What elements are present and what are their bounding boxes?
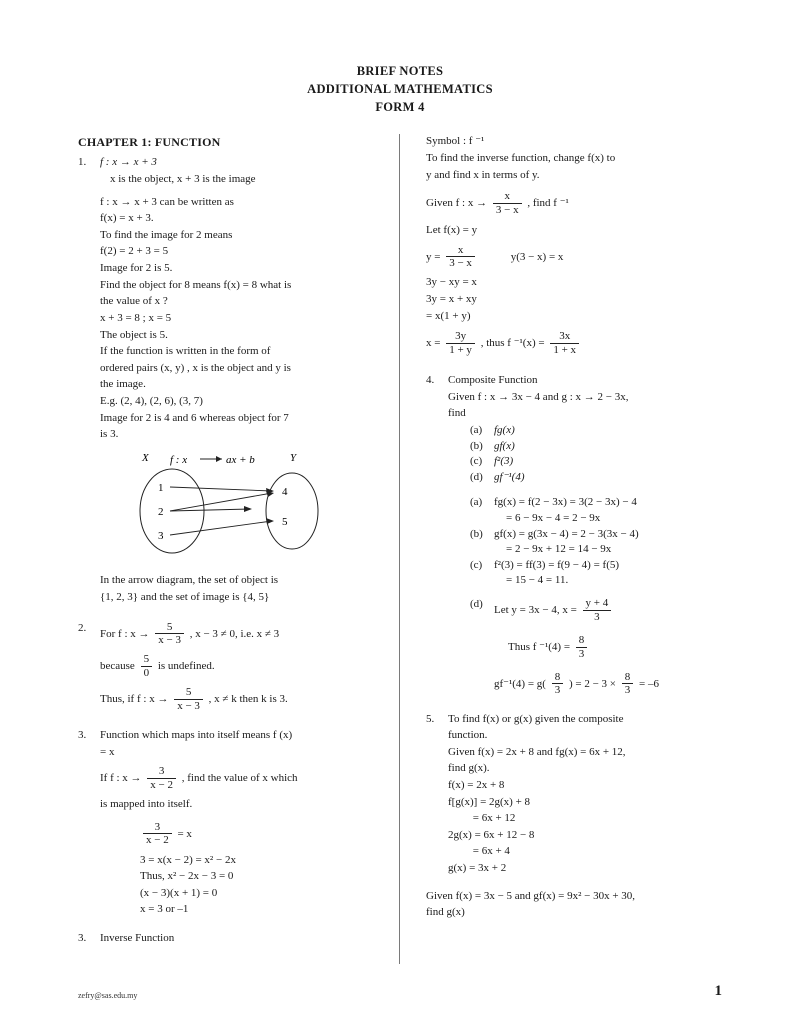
- item-3-number: 3.: [78, 729, 87, 742]
- item-3-line-4: is mapped into itself.: [100, 798, 193, 811]
- item-1-line-13: ordered pairs (x, y) , x is the object and y is: [100, 361, 291, 374]
- header-line-2: ADDITIONAL MATHEMATICS: [307, 82, 493, 97]
- diagram-label-y: Y: [290, 451, 297, 464]
- item-1-line-7: Image for 2 is 5.: [100, 262, 173, 275]
- item-5-line-9: = 6x + 4: [448, 845, 510, 858]
- item-1-line-1: f : x → x + 3: [100, 156, 157, 169]
- item-2-l3-pre: Thus, if f : x →: [100, 693, 169, 706]
- item-3-eq-1: [140, 821, 375, 848]
- item-4-option-c: [470, 454, 722, 470]
- solution-c-line-1: f²(3) = ff(3) = f(9 − 4) = f(5): [494, 558, 620, 571]
- fraction-8-over-3: $\frac{8}{3}$: [576, 634, 588, 661]
- option-a-text: fg(x): [494, 423, 515, 436]
- item-5-line-6: f[g(x)] = 2g(x) + 8: [448, 795, 531, 808]
- right-column: [400, 134, 722, 964]
- option-d-text: gf⁻¹(4): [494, 470, 525, 483]
- item-4-solution-d: [470, 597, 722, 697]
- inverse-line-2: To find the inverse function, change f(x) to: [426, 151, 616, 164]
- item-3-eq-4: (x − 3)(x + 1) = 0: [140, 886, 218, 899]
- item-5: [426, 712, 722, 922]
- solution-d-l3-post: = –6: [639, 677, 659, 690]
- item-4-number: 4.: [426, 374, 435, 387]
- inverse-line-9: = x(1 + y): [426, 309, 471, 322]
- item-1-line-6: f(2) = 2 + 3 = 5: [100, 245, 169, 258]
- item-2-number: 2.: [78, 621, 87, 634]
- inverse-line-10: [426, 330, 722, 357]
- fraction-8-over-3-c: $\frac{8}{3}$: [622, 671, 634, 698]
- item-2-l2-pre: because: [100, 660, 135, 673]
- solution-d-line-1: [494, 597, 614, 623]
- item-2-line-1: [100, 621, 375, 648]
- inverse-l6-right: y(3 − x) = x: [510, 250, 564, 263]
- item-1: [78, 155, 375, 606]
- document-header: [78, 62, 722, 116]
- page-footer: [78, 983, 722, 1000]
- solution-d-label: (d): [470, 598, 483, 611]
- item-1-line-14: the image.: [100, 378, 146, 391]
- option-c-text: f²(3): [494, 455, 514, 468]
- item-4-option-d: [470, 470, 722, 486]
- item-1-line-9: the value of x ?: [100, 295, 168, 308]
- item-5-line-5: f(x) = 2x + 8: [448, 778, 505, 791]
- inverse-line-4: [426, 190, 722, 217]
- solution-b-line-1: gf(x) = g(3x − 4) = 2 − 3(3x − 4): [494, 527, 639, 540]
- chapter-title: CHAPTER 1: FUNCTION: [78, 135, 221, 150]
- svg-text:2: 2: [158, 505, 164, 518]
- item-3-l3-pre: If f : x →: [100, 772, 142, 785]
- item-1-line-19: {1, 2, 3} and the set of image is {4, 5}: [100, 590, 270, 603]
- item-3: [78, 728, 375, 919]
- inverse-l4-pre: Given f : x →: [426, 197, 488, 210]
- item-1-line-4: f(x) = x + 3.: [100, 212, 154, 225]
- item-3b: [78, 931, 375, 948]
- fraction-3x-over-1-plus-x: $\frac{3x}{1 + x}$: [550, 330, 579, 357]
- svg-text:ax + b: ax + b: [226, 453, 255, 466]
- item-5-line-1: To find f(x) or g(x) given the composite: [448, 712, 624, 725]
- solution-c-line-2: = 15 − 4 = 11.: [506, 574, 569, 587]
- solution-c-label: (c): [470, 558, 483, 571]
- item-1-line-3: f : x → x + 3 can be written as: [100, 195, 234, 208]
- fraction-8-over-3-b: $\frac{8}{3}$: [552, 671, 564, 698]
- header-line-1: BRIEF NOTES: [356, 64, 444, 78]
- inverse-l6-pre: y =: [426, 250, 441, 263]
- inverse-function-block: [426, 134, 722, 357]
- option-d-label: (d): [470, 470, 483, 483]
- item-1-line-12: If the function is written in the form of: [100, 345, 271, 358]
- item-4-solution-c: [470, 558, 722, 589]
- item-2: [78, 621, 375, 714]
- item-2-l3-post: , x ≠ k then k is 3.: [208, 693, 288, 706]
- fraction-x-over-3-minus-x-b: $\frac{x}{3 - x}$: [446, 244, 475, 271]
- header-line-3: FORM 4: [375, 100, 425, 115]
- item-4-solution-a: [470, 495, 722, 526]
- inverse-l10-pre: x =: [426, 337, 441, 350]
- inverse-line-8: 3y = x + xy: [426, 293, 477, 306]
- fraction-3-over-x-minus-2-b: $\frac{3}{x - 2}$: [143, 821, 172, 848]
- item-3-eq-2: 3 = x(x − 2) = x² − 2x: [140, 853, 236, 866]
- page-number: 1: [714, 983, 722, 999]
- solution-d-l1-pre: Let y = 3x − 4, x =: [494, 604, 577, 616]
- option-b-text: gf(x): [494, 439, 515, 452]
- diagram-label-x: X: [142, 451, 149, 464]
- item-1-line-5: To find the image for 2 means: [100, 228, 233, 241]
- svg-text:3: 3: [158, 529, 164, 542]
- item-5-line-10: g(x) = 3x + 2: [448, 862, 507, 875]
- item-3-l3-post: , find the value of x which: [181, 772, 298, 785]
- option-a-label: (a): [470, 423, 483, 436]
- inverse-line-3: y and find x in terms of y.: [426, 168, 540, 181]
- item-1-line-10: x + 3 = 8 ; x = 5: [100, 311, 172, 324]
- inverse-line-7: 3y − xy = x: [426, 276, 477, 289]
- item-5-line-2: function.: [448, 729, 488, 742]
- item-5-line-8: 2g(x) = 6x + 12 − 8: [448, 828, 535, 841]
- option-b-label: (b): [470, 439, 483, 452]
- item-5-line-3: Given f(x) = 2x + 8 and fg(x) = 6x + 12,: [448, 745, 626, 758]
- item-3-line-2: = x: [100, 745, 115, 758]
- item-3-line-3: [100, 765, 375, 792]
- item-4-option-b: [470, 439, 722, 455]
- inverse-line-5: Let f(x) = y: [426, 224, 478, 237]
- inverse-line-1: Symbol : f ⁻¹: [426, 135, 485, 148]
- option-c-label: (c): [470, 455, 483, 468]
- fraction-5-over-0: $\frac{5}{0}$: [141, 653, 153, 680]
- item-4-option-a: [470, 423, 722, 439]
- fraction-3-over-x-minus-2: $\frac{3}{x - 2}$: [147, 765, 176, 792]
- item-5-line-12: find g(x): [426, 906, 465, 919]
- solution-a-label: (a): [470, 496, 483, 509]
- item-2-line-3: [100, 686, 375, 713]
- svg-text:1: 1: [158, 481, 164, 494]
- item-1-line-15: E.g. (2, 4), (2, 6), (3, 7): [100, 394, 203, 407]
- item-4-line-1: Given f : x → 3x − 4 and g : x → 2 − 3x,: [448, 390, 629, 403]
- item-2-l1-pre: For f : x →: [100, 627, 150, 640]
- solution-d-l3-pre: gf⁻¹(4) = g(: [494, 677, 546, 690]
- solution-b-line-2: = 2 − 9x + 12 = 14 − 9x: [506, 543, 612, 556]
- item-2-l2-post: is undefined.: [157, 660, 215, 673]
- svg-text:4: 4: [282, 485, 288, 498]
- item-1-line-11: The object is 5.: [100, 328, 168, 341]
- solution-d-line-2: [508, 634, 659, 661]
- inverse-l10-mid: , thus f ⁻¹(x) =: [480, 337, 545, 350]
- solution-d-l2-pre: Thus f ⁻¹(4) =: [508, 640, 571, 653]
- item-2-l1-post: , x − 3 ≠ 0, i.e. x ≠ 3: [189, 627, 280, 640]
- inverse-l4-post: , find f ⁻¹: [527, 197, 569, 210]
- two-column-body: [78, 134, 722, 964]
- solution-a-line-1: fg(x) = f(2 − 3x) = 3(2 − 3x) − 4: [494, 496, 637, 509]
- item-1-line-2: x is the object, x + 3 is the image: [110, 173, 256, 186]
- svg-text:5: 5: [282, 515, 288, 528]
- fraction-x-over-3-minus-x: $\frac{x}{3 - x}$: [493, 190, 522, 217]
- fraction-5-over-x-minus-3-b: $\frac{5}{x - 3}$: [174, 686, 203, 713]
- item-4: [426, 373, 722, 697]
- item-3b-title: Inverse Function: [100, 932, 175, 944]
- fraction-y-plus-4-over-3: $\frac{y + 4}{3}$: [583, 597, 612, 624]
- item-3-eq-5: x = 3 or –1: [140, 903, 189, 916]
- solution-d-line-3: [494, 671, 659, 698]
- solution-d-l3-mid: ) = 2 − 3 ×: [568, 677, 616, 690]
- fraction-3y-over-1-plus-y: $\frac{3y}{1 + y}$: [446, 330, 475, 357]
- item-3-line-1: Function which maps into itself means f (x): [100, 729, 293, 742]
- diagram-mapping: f : x: [170, 453, 188, 466]
- arrow-diagram: [130, 449, 375, 570]
- item-4-solution-b: [470, 527, 722, 558]
- item-5-number: 5.: [426, 712, 435, 725]
- item-5-line-11: Given f(x) = 3x − 5 and gf(x) = 9x² − 30x + 30,: [426, 889, 636, 902]
- item-1-line-17: is 3.: [100, 428, 119, 441]
- item-1-line-8: Find the object for 8 means f(x) = 8 what is: [100, 278, 292, 291]
- footer-email: zefry@sas.edu.my: [78, 991, 138, 1000]
- item-1-number: 1.: [78, 156, 87, 169]
- left-column: [78, 134, 400, 964]
- item-3-eq-3: Thus, x² − 2x − 3 = 0: [140, 870, 234, 883]
- item-2-line-2: [100, 653, 375, 680]
- fraction-5-over-x-minus-3: $\frac{5}{x - 3}$: [155, 621, 184, 648]
- solution-a-line-2: = 6 − 9x − 4 = 2 − 9x: [506, 512, 601, 524]
- inverse-line-6: [426, 244, 722, 271]
- item-1-line-16: Image for 2 is 4 and 6 whereas object for 7: [100, 411, 289, 424]
- item-5-line-7: = 6x + 12: [448, 812, 516, 825]
- item-5-line-4: find g(x).: [448, 762, 490, 775]
- solution-b-label: (b): [470, 527, 483, 540]
- item-4-title: Composite Function: [448, 374, 538, 387]
- item-1-line-18: In the arrow diagram, the set of object is: [100, 574, 279, 587]
- item-3b-number: 3.: [78, 932, 87, 944]
- item-4-line-2: find: [448, 407, 466, 420]
- item-3-eq-1-post: = x: [177, 827, 192, 840]
